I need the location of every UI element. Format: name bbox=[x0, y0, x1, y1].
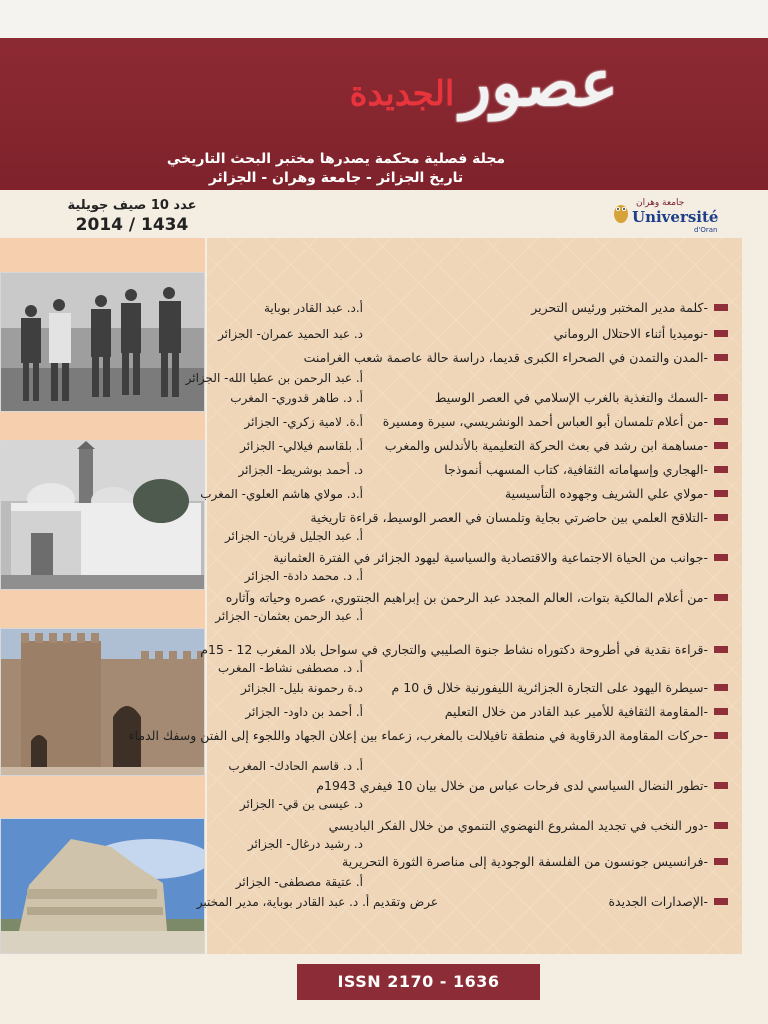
toc-item-3[interactable] bbox=[168, 350, 708, 385]
toc-title: -مولاي علي الشريف وجهوده التأسيسية bbox=[504, 486, 708, 501]
toc-item-19[interactable] bbox=[168, 894, 708, 924]
university-name-fr: Université bbox=[632, 208, 719, 226]
toc-title: -مساهمة ابن رشد في بعث الحركة التعليمية بالأندلس والمغرب bbox=[384, 438, 708, 453]
toc-marker bbox=[714, 708, 728, 715]
subtitle-line-2: تاريخ الجزائر - جامعة وهران - الجزائر bbox=[208, 170, 464, 186]
toc-marker bbox=[714, 466, 728, 473]
toc-title: -تطور النضال السياسي لدى فرحات عباس من خلال بيان 10 فيفري 1943م bbox=[316, 778, 708, 793]
toc-author: د. أحمد بوشريط- الجزائر bbox=[238, 463, 363, 477]
toc-title: -فرانسيس جونسون من الفلسفة الوجودية إلى مناصرة الثورة التحريرية bbox=[342, 854, 708, 869]
issue-number: عدد 10 صيف جويلية bbox=[67, 198, 197, 213]
toc-title: -الهجاري وإسهاماته الثقافية، كتاب المسهب أنموذجا bbox=[444, 462, 708, 477]
toc-title: -نوميديا أثناء الاحتلال الروماني bbox=[553, 326, 708, 341]
toc-title: -جوانب من الحياة الاجتماعية والاقتصادية والسياسية ليهود الجزائر في الفترة العثمانية bbox=[273, 550, 708, 565]
toc-marker bbox=[714, 330, 728, 337]
toc-marker bbox=[714, 490, 728, 497]
toc-title: -المدن والتمدن في الصحراء الكبرى قديما، دراسة حالة عاصمة شعب الغرامنت bbox=[303, 350, 708, 365]
toc-title: -قراءة نقدية في أطروحة دكتوراه نشاط جنوة الصليبي والتجاري في سواحل بلاد المغرب 12 - 15م bbox=[200, 642, 708, 657]
toc-author: أ.د. مولاي هاشم العلوي- المغرب bbox=[200, 487, 363, 501]
top-strip bbox=[0, 0, 768, 38]
toc-marker bbox=[714, 646, 728, 653]
toc-marker bbox=[714, 354, 728, 361]
toc-author: د. عيسى بن قي- الجزائر bbox=[239, 797, 363, 811]
journal-title bbox=[349, 46, 618, 121]
toc-item-17[interactable] bbox=[168, 818, 708, 851]
toc-item-18[interactable] bbox=[168, 854, 708, 889]
toc-author: د.ة رحمونة بليل- الجزائر bbox=[240, 681, 363, 695]
toc-item-15[interactable] bbox=[128, 728, 708, 773]
toc-title: -من أعلام تلمسان أبو العباس أحمد الونشريسي، سيرة ومسيرة bbox=[382, 414, 708, 429]
toc-marker bbox=[714, 684, 728, 691]
toc-author: عرض وتقديم أ. د. عبد القادر بوباية، مدير المختبر bbox=[196, 895, 438, 909]
toc-author: أ. د. مصطفى نشاط- المغرب bbox=[217, 661, 363, 675]
toc-marker bbox=[714, 394, 728, 401]
toc-author: د. عبد الحميد عمران- الجزائر bbox=[218, 327, 363, 341]
toc-author: أ. عبد الرحمن بن عطيا الله- الجزائر bbox=[185, 371, 363, 385]
toc-author: أ.د. عبد القادر بوباية bbox=[264, 301, 363, 315]
toc-author: أ. د. طاهر قدوري- المغرب bbox=[230, 391, 363, 405]
toc-author: أ.ة. لامية زكري- الجزائر bbox=[244, 415, 363, 429]
toc-title: -كلمة مدير المختبر ورئيس التحرير bbox=[531, 300, 708, 315]
toc-marker bbox=[714, 898, 728, 905]
journal-title-main: عصور bbox=[460, 46, 618, 121]
toc-marker bbox=[714, 858, 728, 865]
toc-author: أ. أحمد بن داود- الجزائر bbox=[245, 705, 363, 719]
issue-year: 2014 / 1434 bbox=[75, 215, 189, 235]
toc-author: أ. عبد الرحمن بعثمان- الجزائر bbox=[215, 609, 363, 623]
toc-title: -دور النخب في تجديد المشروع النهضوي التنموي من خلال الفكر الباديسي bbox=[328, 818, 708, 833]
toc-title: -سيطرة اليهود على التجارة الجزائرية الليفورنية خلال ق 10 م bbox=[391, 680, 708, 695]
toc-item-11[interactable] bbox=[168, 590, 708, 623]
toc-title: -المقاومة الثقافية للأمير عبد القادر من خلال التعليم bbox=[444, 704, 708, 719]
toc-author: د. رشيد درغال- الجزائر bbox=[247, 837, 363, 851]
contents-panel bbox=[128, 238, 742, 954]
toc-author: أ. د. محمد دادة- الجزائر bbox=[244, 569, 363, 583]
toc-marker bbox=[714, 554, 728, 561]
toc-item-16[interactable] bbox=[168, 778, 708, 811]
toc-author: أ. د. قاسم الحادك- المغرب bbox=[228, 759, 363, 773]
university-logo bbox=[606, 196, 726, 238]
toc-marker bbox=[714, 732, 728, 739]
toc-author: أ. عتيقة مصطفى- الجزائر bbox=[235, 875, 363, 889]
toc-author: أ. بلقاسم فيلالي- الجزائر bbox=[240, 439, 363, 453]
university-name-ar: جامعة وهران bbox=[636, 198, 685, 208]
toc-marker bbox=[714, 594, 728, 601]
toc-title: -من أعلام المالكية بتوات، العالم المجدد عبد الرحمن بن إبراهيم الجنتوري، عصره وحياته وآثاره bbox=[225, 590, 708, 605]
issue-info bbox=[62, 198, 202, 235]
toc-author: أ. عبد الجليل قريان- الجزائر bbox=[224, 529, 363, 543]
toc-title: -السمك والتغذية بالغرب الإسلامي في العصر الوسيط bbox=[434, 390, 708, 405]
owl-icon bbox=[610, 200, 632, 224]
subtitle-line-1: مجلة فصلية محكمة يصدرها مختبر البحث التاريخي bbox=[166, 151, 506, 167]
toc-item-12[interactable] bbox=[168, 642, 708, 675]
toc-marker bbox=[714, 514, 728, 521]
toc-title: -التلاقح العلمي بين حاضرتي بجاية وتلمسان في العصر الوسيط، قراءة تاريخية bbox=[310, 510, 708, 525]
toc-marker bbox=[714, 442, 728, 449]
toc-marker bbox=[714, 782, 728, 789]
toc-marker bbox=[714, 304, 728, 311]
journal-title-accent: الجديدة bbox=[349, 74, 455, 114]
toc-marker bbox=[714, 418, 728, 425]
toc-item-9[interactable] bbox=[168, 510, 708, 543]
toc-title: -الإصدارات الجديدة bbox=[608, 894, 708, 909]
toc-item-10[interactable] bbox=[168, 550, 708, 583]
toc-marker bbox=[714, 822, 728, 829]
journal-subtitle bbox=[136, 150, 536, 188]
university-name-fr-sub: d'Oran bbox=[694, 226, 718, 234]
issn-badge: ISSN 2170 - 1636 bbox=[297, 964, 540, 1000]
toc-title: -حركات المقاومة الدرقاوية في منطقة تافيلالت بالمغرب، زعماء بين إعلان الجهاد واللجوء إلى الفتن وسفك الدماء bbox=[128, 728, 708, 743]
